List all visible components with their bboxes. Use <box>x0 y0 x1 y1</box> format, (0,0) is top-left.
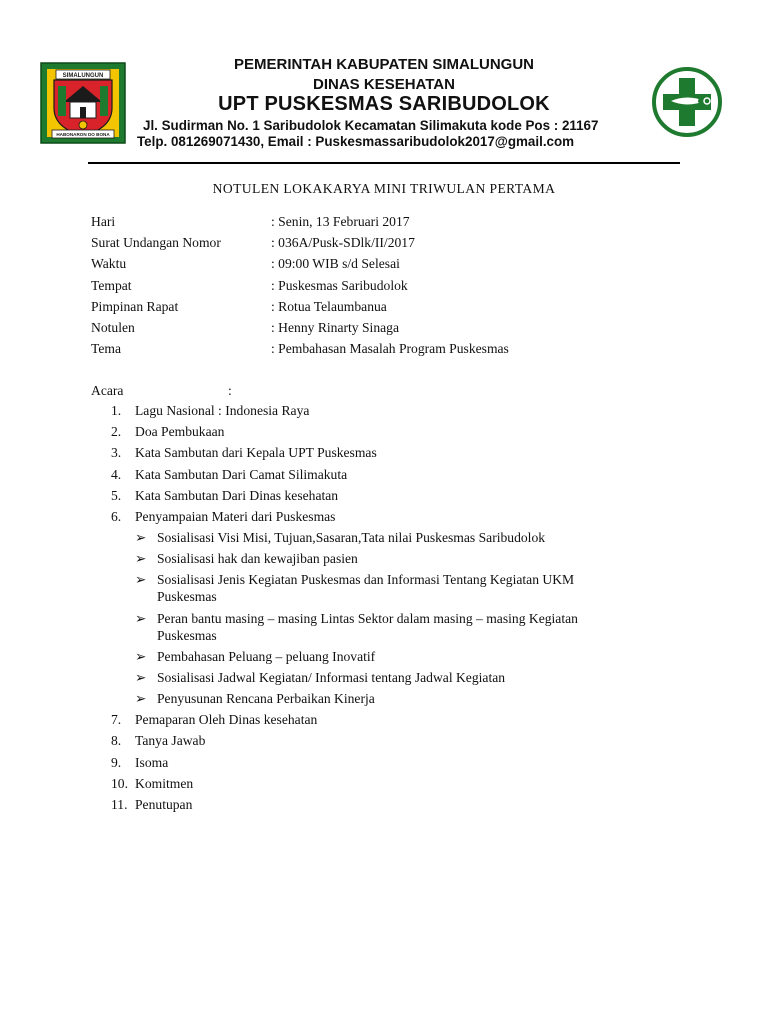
info-row <box>91 255 651 276</box>
agenda-number: 11. <box>111 797 128 812</box>
agenda-item <box>111 754 671 771</box>
crest-bottom-text: HABONARON DO BONA <box>56 132 110 137</box>
info-row <box>91 234 651 255</box>
arrow-bullet-icon: ➢ <box>135 691 147 707</box>
arrow-bullet-icon: ➢ <box>135 529 147 545</box>
agenda-text: Kata Sambutan Dari Camat Silimakuta <box>135 466 348 482</box>
agenda-sublist <box>111 529 671 707</box>
letterhead-organization: UPT PUSKESMAS SARIBUDOLOK <box>218 93 550 115</box>
agenda-item <box>111 423 671 440</box>
info-value: : Henny Rinarty Sinaga <box>271 319 399 335</box>
agenda-item <box>111 775 671 792</box>
meeting-info-list <box>91 213 651 361</box>
agenda-text: Pemaparan Oleh Dinas kesehatan <box>135 712 318 728</box>
letterhead-divider <box>88 162 680 164</box>
document-title: NOTULEN LOKAKARYA MINI TRIWULAN PERTAMA <box>212 181 556 196</box>
info-label: Tema <box>91 341 121 357</box>
agenda-number: 9. <box>111 754 122 770</box>
info-label: Tempat <box>91 277 132 293</box>
agenda-list <box>111 402 671 817</box>
info-value: : Pembahasan Masalah Program Puskesmas <box>271 341 509 357</box>
agenda-subitem <box>111 529 627 546</box>
agenda-text: Kata Sambutan Dari Dinas kesehatan <box>135 487 339 503</box>
agenda-subitem <box>111 550 627 567</box>
agenda-number: 10. <box>111 775 128 791</box>
info-row <box>91 298 651 319</box>
agenda-subitem-text: Sosialisasi Visi Misi, Tujuan,Sasaran,Tata nilai Puskesmas Saribudolok <box>157 529 546 545</box>
info-value: : 09:00 WIB s/d Selesai <box>271 256 400 272</box>
arrow-bullet-icon: ➢ <box>135 669 147 685</box>
letterhead-government: PEMERINTAH KABUPATEN SIMALUNGUN <box>234 56 534 73</box>
agenda-label: Acara <box>91 383 124 398</box>
info-value: : Puskesmas Saribudolok <box>271 277 408 293</box>
agenda-number: 7. <box>111 712 122 728</box>
agenda-item <box>111 508 671 707</box>
agenda-subitem-text: Pembahasan Peluang – peluang Inovatif <box>157 648 376 664</box>
agenda-subitem-text: Penyusunan Rencana Perbaikan Kinerja <box>157 691 375 707</box>
info-label: Waktu <box>91 256 127 272</box>
info-value: : 036A/Pusk-SDlk/II/2017 <box>271 235 415 251</box>
agenda-item <box>111 732 671 749</box>
info-value: : Senin, 13 Februari 2017 <box>271 214 410 229</box>
agenda-number: 6. <box>111 508 122 524</box>
agenda-colon: : <box>228 383 232 398</box>
agenda-number: 5. <box>111 487 122 503</box>
letterhead-contact: Telp. 081269071430, Email : Puskesmassaribudolok2017@gmail.com <box>137 134 575 149</box>
agenda-item <box>111 444 671 461</box>
info-row <box>91 319 651 340</box>
info-label: Hari <box>91 214 116 229</box>
agenda-text: Lagu Nasional : Indonesia Raya <box>135 403 310 418</box>
agenda-subitem <box>111 690 627 707</box>
agenda-item <box>111 711 671 728</box>
letterhead-address: Jl. Sudirman No. 1 Saribudolok Kecamatan Silimakuta kode Pos : 21167 <box>143 118 599 133</box>
agenda-text: Doa Pembukaan <box>135 424 225 440</box>
agenda-subitem-text: Sosialisasi hak dan kewajiban pasien <box>157 551 358 567</box>
agenda-item <box>111 402 671 419</box>
agenda-item <box>111 487 671 504</box>
agenda-text: Penutupan <box>135 797 193 812</box>
info-label: Surat Undangan Nomor <box>91 235 221 251</box>
arrow-bullet-icon: ➢ <box>135 551 147 567</box>
agenda-text: Kata Sambutan dari Kepala UPT Puskesmas <box>135 445 377 461</box>
agenda-item <box>111 796 671 813</box>
arrow-bullet-icon: ➢ <box>135 572 147 588</box>
agenda-subitem <box>111 669 627 686</box>
info-row <box>91 277 651 298</box>
agenda-subitem-text: Sosialisasi Jenis Kegiatan Puskesmas dan Informasi Tentang Kegiatan UKM Puskesmas <box>157 572 575 605</box>
agenda-number: 1. <box>111 403 122 418</box>
agenda-subitem-text: Peran bantu masing – masing Lintas Sektor dalam masing – masing Kegiatan Puskesmas <box>157 610 578 643</box>
agenda-subitem <box>111 610 627 644</box>
agenda-number: 8. <box>111 733 122 749</box>
agenda-subitem <box>111 571 627 605</box>
letterhead-agency: DINAS KESEHATAN <box>313 76 455 93</box>
agenda-text: Penyampaian Materi dari Puskesmas <box>135 508 336 524</box>
info-row <box>91 213 651 234</box>
agenda-item <box>111 466 671 483</box>
info-label: Pimpinan Rapat <box>91 298 179 314</box>
agenda-heading <box>91 382 232 399</box>
agenda-number: 3. <box>111 445 122 461</box>
agenda-text: Isoma <box>135 754 169 770</box>
agenda-number: 4. <box>111 466 122 482</box>
agenda-text: Tanya Jawab <box>135 733 206 749</box>
agenda-subitem-text: Sosialisasi Jadwal Kegiatan/ Informasi tentang Jadwal Kegiatan <box>157 669 506 685</box>
info-row <box>91 340 651 361</box>
info-value: : Rotua Telaumbanua <box>271 298 387 314</box>
agenda-subitem <box>111 648 627 665</box>
crest-top-text: SIMALUNGUN <box>62 73 104 79</box>
info-label: Notulen <box>91 319 135 335</box>
agenda-text: Komitmen <box>135 775 194 791</box>
agenda-number: 2. <box>111 424 122 440</box>
arrow-bullet-icon: ➢ <box>135 610 147 626</box>
arrow-bullet-icon: ➢ <box>135 648 147 664</box>
